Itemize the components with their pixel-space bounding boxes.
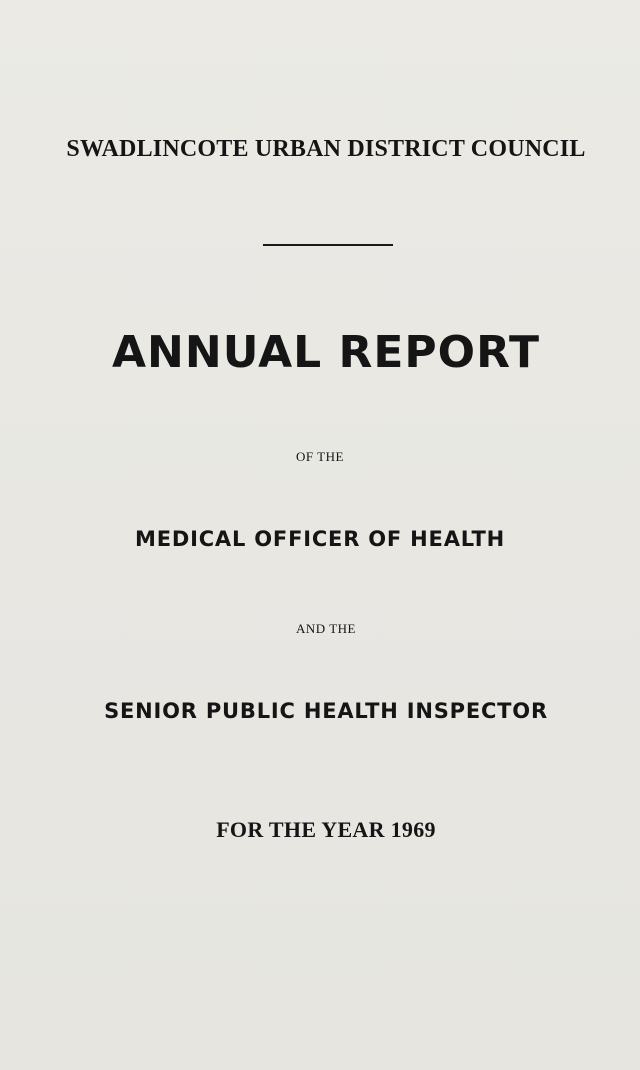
- report-title: ANNUAL REPORT: [112, 327, 540, 378]
- council-name: SWADLINCOTE URBAN DISTRICT COUNCIL: [66, 136, 586, 162]
- report-year: FOR THE YEAR 1969: [216, 817, 436, 842]
- inspector-heading: SENIOR PUBLIC HEALTH INSPECTOR: [104, 699, 548, 723]
- of-the-text: OF THE: [296, 449, 344, 464]
- and-the-text: AND THE: [296, 621, 356, 636]
- divider-rule: [263, 244, 393, 246]
- medical-officer-heading: MEDICAL OFFICER OF HEALTH: [135, 527, 505, 551]
